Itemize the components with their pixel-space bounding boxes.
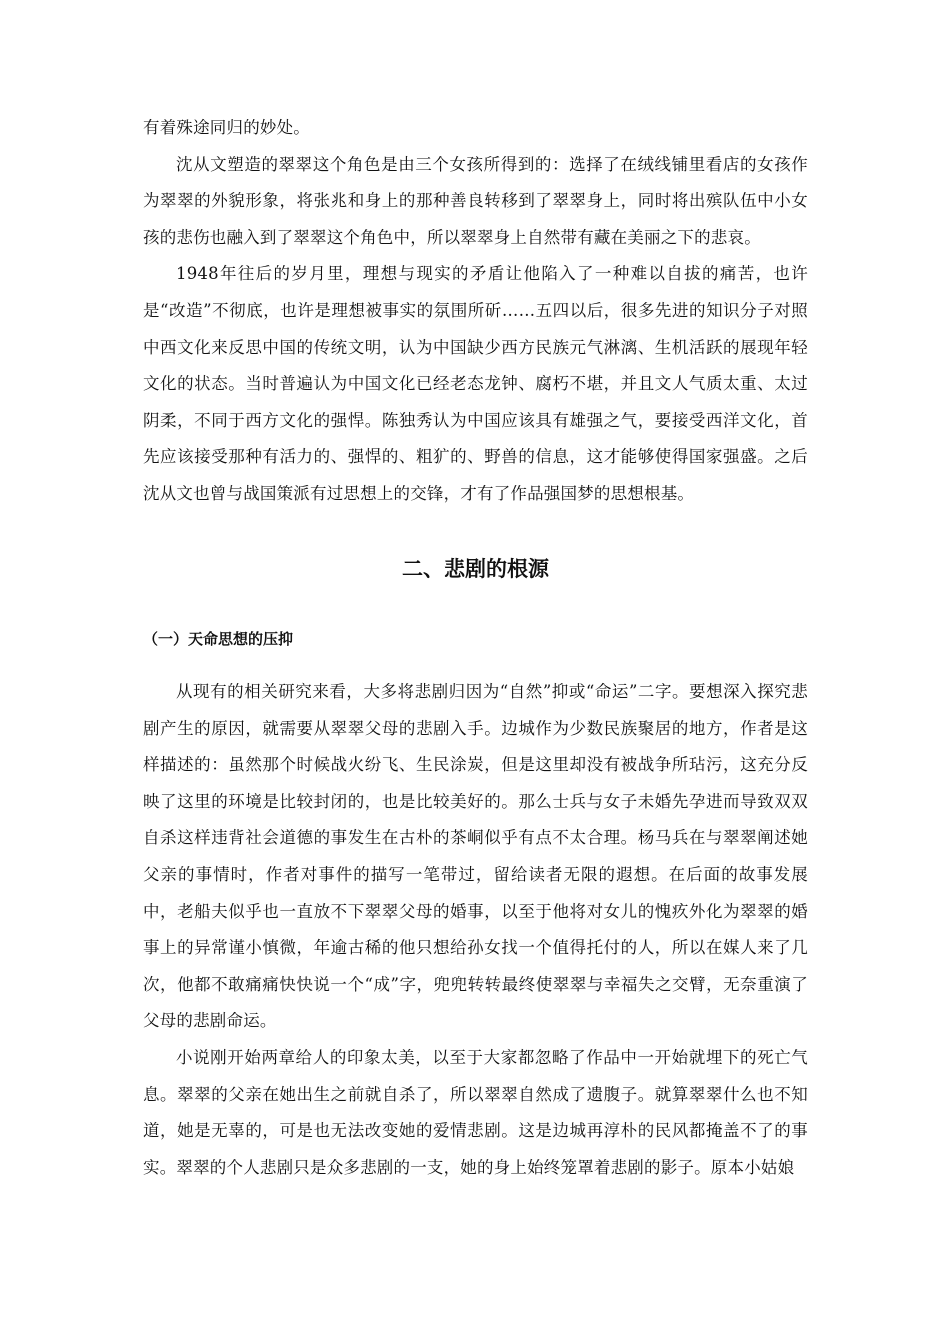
paragraph-1948: 1948年往后的岁月里，理想与现实的矛盾让他陷入了一种难以自拔的痛苦，也许是“改造”不彻底，也许是理想被事实的氛围所斫……五四以后，很多先进的知识分子对照中西文化来反思中国的传统文明，认为中国缺少西方民族元气淋漓、生机活跃的展现年轻文化的状态。当时普遍认为中国文化已经老态龙钟、腐朽不堪，并且文人气质太重、太过阴柔，不同于西方文化的强悍。陈独秀认为中国应该具有雄强之气，要接受西洋文化，首先应该接受那种有活力的、强悍的、粗犷的、野兽的信息，这才能够使得国家强盛。之后沈从文也曾与战国策派有过思想上的交锋，才有了作品强国梦的思想根基。	[143, 264, 808, 503]
bottom-text-block	[143, 674, 808, 1186]
paragraph-continuation: 有着殊途同归的妙处。	[143, 118, 310, 137]
section-title: 二、悲剧的根源	[402, 557, 549, 581]
paragraph-tragedy-cause: 从现有的相关研究来看，大多将悲剧归因为“自然”抑或“命运”二字。要想深入探究悲剧产生的原因，就需要从翠翠父母的悲剧入手。边城作为少数民族聚居的地方，作者是这样描述的：虽然那个时候战火纷飞、生民涂炭，但是这里却没有被战争所玷污，这充分反映了这里的环境是比较封闭的，也是比较美好的。那么士兵与女子未婚先孕进而导致双双自杀这样违背社会道德的事发生在古朴的茶峒似乎有点不太合理。杨马兵在与翠翠阐述她父亲的事情时，作者对事件的描写一笔带过，留给读者无限的遐想。在后面的故事发展中，老船夫似乎也一直放不下翠翠父母的婚事，以至于他将对女儿的愧疚外化为翠翠的婚事上的异常谨小慎微，年逾古稀的他只想给孙女找一个值得托付的人，所以在媒人来了几次，他都不敢痛痛快快说一个“成”字，兜兜转转最终使翠翠与幸福失之交臂，无奈重演了父母的悲剧命运。	[143, 682, 808, 1031]
subsection-title: （一）天命思想的压抑	[143, 630, 294, 648]
top-text-block	[143, 110, 808, 513]
paragraph-cuicui-origin: 沈从文塑造的翠翠这个角色是由三个女孩所得到的：选择了在绒线铺里看店的女孩作为翠翠的外貌形象，将张兆和身上的那种善良转移到了翠翠身上，同时将出殡队伍中小女孩的悲伤也融入到了翠翠这个角色中，所以翠翠身上自然带有藏在美丽之下的悲哀。	[143, 154, 808, 247]
paragraph-death-atmosphere: 小说刚开始两章给人的印象太美，以至于大家都忽略了作品中一开始就埋下的死亡气息。翠翠的父亲在她出生之前就自杀了，所以翠翠自然成了遗腹子。就算翠翠什么也不知道，她是无辜的，可是也无法改变她的爱情悲剧。这是边城再淳朴的民风都掩盖不了的事实。翠翠的个人悲剧只是众多悲剧的一支，她的身上始终笼罩着悲剧的影子。原本小姑娘	[143, 1047, 808, 1177]
